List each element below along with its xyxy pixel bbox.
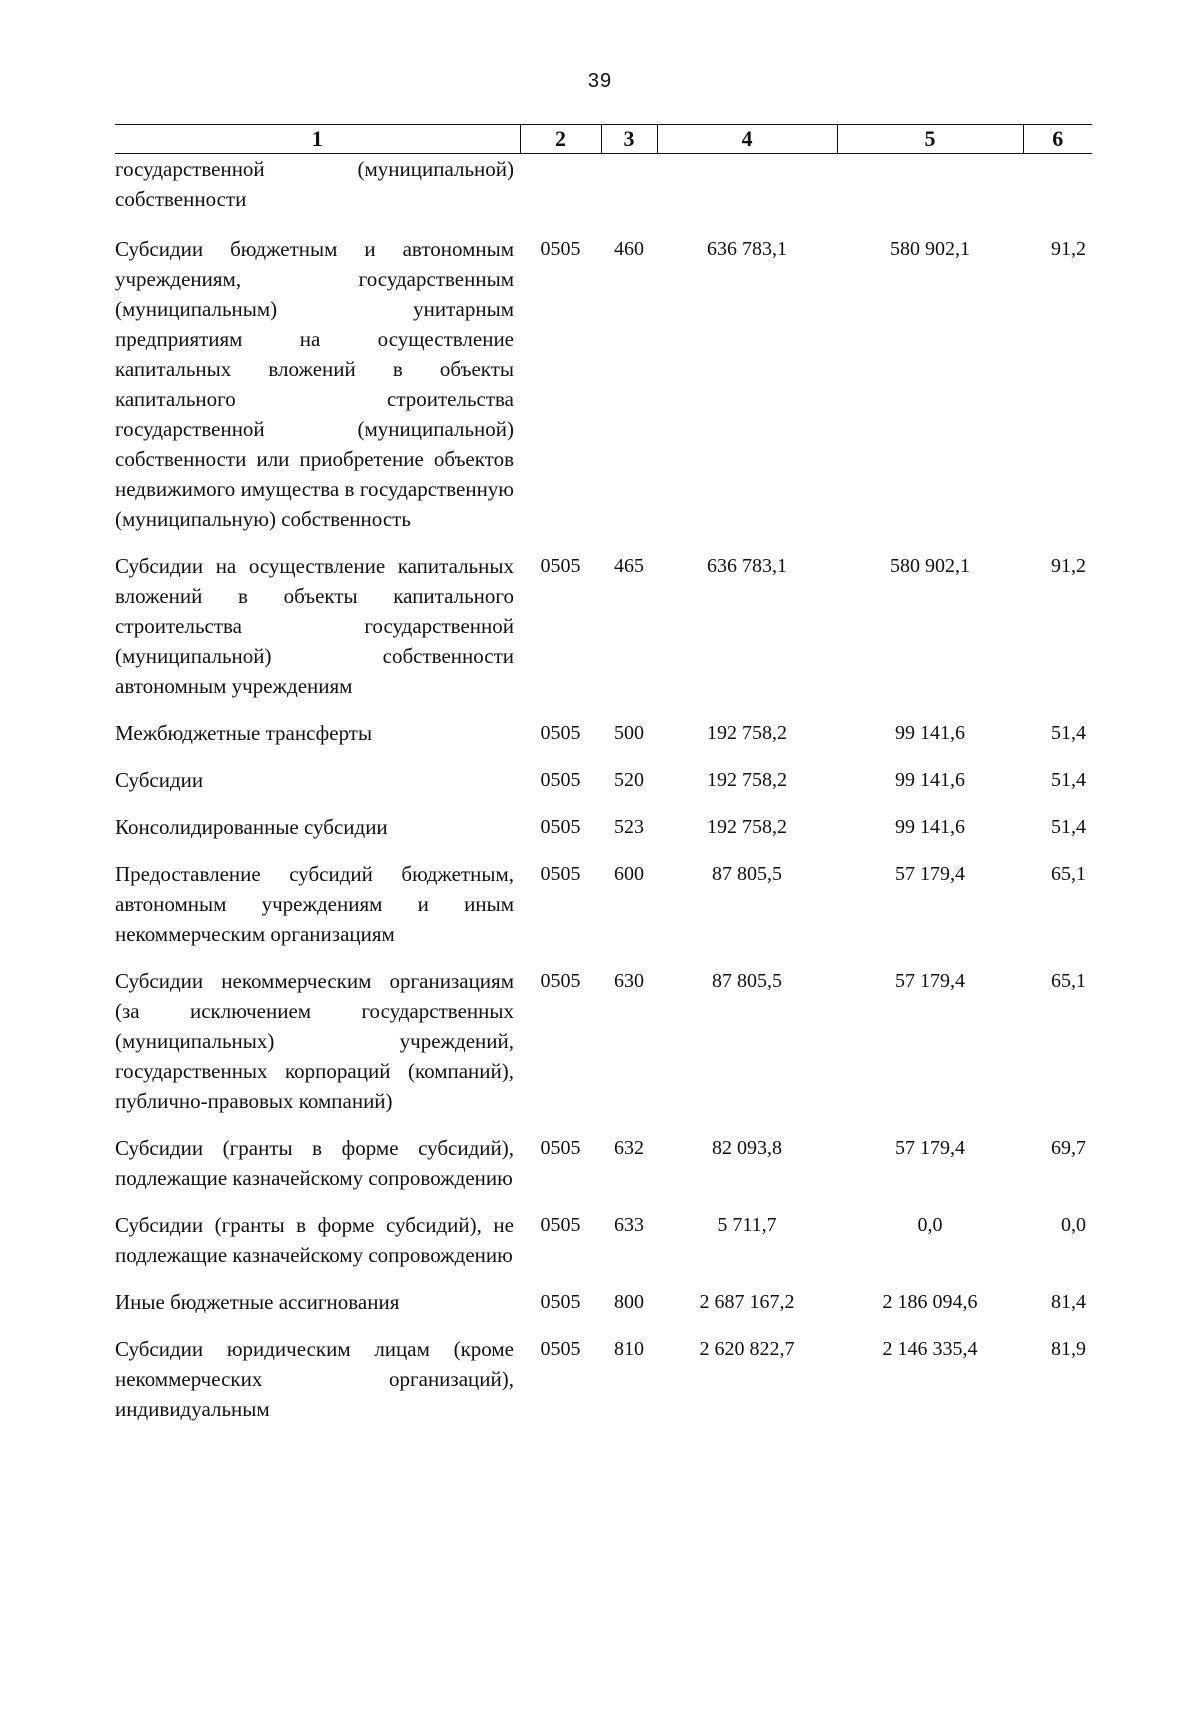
row-vr: 600 xyxy=(614,862,644,885)
budget-table xyxy=(115,124,1092,1424)
row-percent: 91,2 xyxy=(1051,554,1086,577)
row-section: 0505 xyxy=(540,1213,581,1236)
row-name: Субсидии некоммерческим организациям (за исключением государственных (муниципальных) учреждений, государственных корпораций (компаний), публично-правовых компаний) xyxy=(115,968,514,1113)
table-row xyxy=(115,812,1092,859)
row-vr: 500 xyxy=(614,721,644,744)
row-name: Субсидии xyxy=(115,767,204,792)
row-plan: 192 758,2 xyxy=(707,721,787,744)
row-vr: 810 xyxy=(614,1337,644,1360)
header-col-1: 1 xyxy=(115,125,520,154)
row-vr: 523 xyxy=(614,815,644,838)
row-plan: 192 758,2 xyxy=(707,815,787,838)
row-fact: 0,0 xyxy=(917,1213,943,1236)
row-section: 0505 xyxy=(540,815,581,838)
page-number: 39 xyxy=(587,70,613,92)
row-percent: 51,4 xyxy=(1051,721,1086,744)
row-percent: 91,2 xyxy=(1051,237,1086,260)
row-percent: 51,4 xyxy=(1051,815,1086,838)
row-percent xyxy=(1023,154,1092,234)
row-plan: 192 758,2 xyxy=(707,768,787,791)
row-vr: 520 xyxy=(614,768,644,791)
header-col-4: 4 xyxy=(657,125,837,154)
row-fact: 57 179,4 xyxy=(895,862,965,885)
row-name: Иные бюджетные ассигнования xyxy=(115,1289,400,1314)
header-col-5: 5 xyxy=(837,125,1023,154)
row-fact: 2 186 094,6 xyxy=(882,1290,978,1313)
row-plan: 87 805,5 xyxy=(712,969,782,992)
row-vr xyxy=(601,154,657,234)
row-plan: 82 093,8 xyxy=(712,1136,782,1159)
row-percent: 0,0 xyxy=(1061,1213,1086,1236)
row-vr: 800 xyxy=(614,1290,644,1313)
row-fact: 57 179,4 xyxy=(895,1136,965,1159)
row-plan: 87 805,5 xyxy=(712,862,782,885)
header-row xyxy=(115,125,1092,154)
row-section: 0505 xyxy=(540,554,581,577)
row-plan: 636 783,1 xyxy=(707,237,787,260)
row-vr: 460 xyxy=(614,237,644,260)
header-col-3: 3 xyxy=(601,125,657,154)
table-row xyxy=(115,154,1092,234)
row-fact: 99 141,6 xyxy=(895,721,965,744)
header-col-6: 6 xyxy=(1023,125,1092,154)
budget-table-container xyxy=(115,124,1092,1424)
row-fact: 580 902,1 xyxy=(890,237,970,260)
row-plan xyxy=(657,154,837,234)
row-percent: 65,1 xyxy=(1051,969,1086,992)
row-percent: 51,4 xyxy=(1051,768,1086,791)
row-percent: 81,9 xyxy=(1051,1337,1086,1360)
row-fact: 99 141,6 xyxy=(895,815,965,838)
row-vr: 632 xyxy=(614,1136,644,1159)
row-section: 0505 xyxy=(540,969,581,992)
row-section: 0505 xyxy=(540,237,581,260)
table-row xyxy=(115,1133,1092,1210)
row-section: 0505 xyxy=(540,768,581,791)
row-section: 0505 xyxy=(540,1337,581,1360)
row-vr: 465 xyxy=(614,554,644,577)
table-row xyxy=(115,1210,1092,1287)
row-fact: 99 141,6 xyxy=(895,768,965,791)
row-name: государственной (муниципальной) собственности xyxy=(115,157,514,211)
table-row xyxy=(115,1287,1092,1334)
row-name: Межбюджетные трансферты xyxy=(115,720,373,745)
row-percent: 81,4 xyxy=(1051,1290,1086,1313)
row-fact xyxy=(837,154,1023,234)
row-section: 0505 xyxy=(540,862,581,885)
table-row xyxy=(115,718,1092,765)
row-plan: 2 620 822,7 xyxy=(699,1337,795,1360)
row-name: Консолидированные субсидии xyxy=(115,814,388,839)
row-name: Субсидии на осуществление капитальных вложений в объекты капитального строительства государственной (муниципальной) собственности автономным учреждениям xyxy=(115,553,514,698)
row-plan: 5 711,7 xyxy=(717,1213,777,1236)
row-section: 0505 xyxy=(540,1136,581,1159)
row-name: Субсидии (гранты в форме субсидий), подлежащие казначейскому сопровождению xyxy=(115,1135,514,1190)
table-row xyxy=(115,966,1092,1133)
row-name: Субсидии юридическим лицам (кроме некоммерческих организаций), индивидуальным xyxy=(115,1336,514,1421)
table-row xyxy=(115,551,1092,718)
row-section: 0505 xyxy=(540,1290,581,1313)
table-row xyxy=(115,1334,1092,1424)
row-name: Субсидии бюджетным и автономным учреждениям, государственным (муниципальным) унитарным предприятиям на осуществление капитальных вложений в объекты капитального строительства государственной (муниципальной) собственности или приобретение объектов недвижимого имущества в государственную (муниципальную) собственность xyxy=(115,236,514,531)
row-plan: 2 687 167,2 xyxy=(699,1290,795,1313)
table-row xyxy=(115,859,1092,966)
row-fact: 2 146 335,4 xyxy=(882,1337,978,1360)
row-fact: 580 902,1 xyxy=(890,554,970,577)
row-vr: 630 xyxy=(614,969,644,992)
row-percent: 69,7 xyxy=(1051,1136,1086,1159)
row-plan: 636 783,1 xyxy=(707,554,787,577)
row-vr: 633 xyxy=(614,1213,644,1236)
header-col-2: 2 xyxy=(520,125,601,154)
row-name: Предоставление субсидий бюджетным, автономным учреждениям и иным некоммерческим организациям xyxy=(115,861,514,946)
row-name: Субсидии (гранты в форме субсидий), не подлежащие казначейскому сопровождению xyxy=(115,1212,514,1267)
row-section xyxy=(520,154,601,234)
row-fact: 57 179,4 xyxy=(895,969,965,992)
row-section: 0505 xyxy=(540,721,581,744)
table-row xyxy=(115,234,1092,551)
row-percent: 65,1 xyxy=(1051,862,1086,885)
table-row xyxy=(115,765,1092,812)
